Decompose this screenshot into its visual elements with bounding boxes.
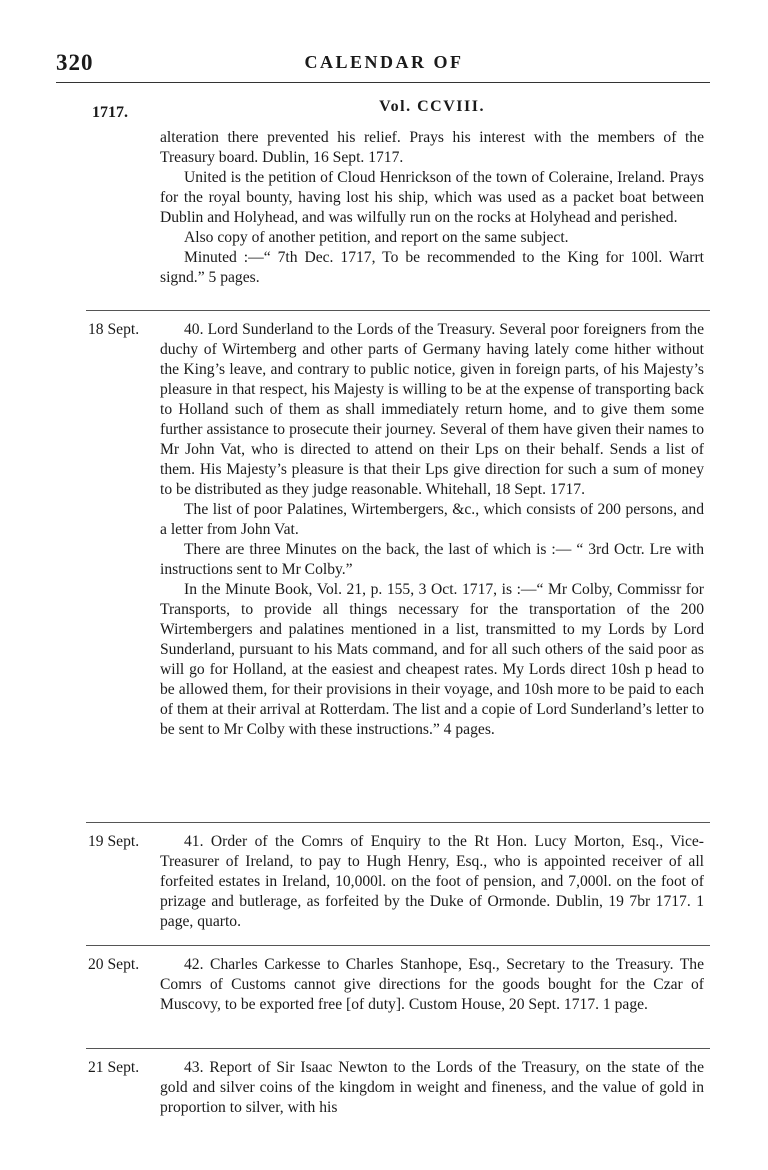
entry-date: 20 Sept. [88,956,140,973]
entry-40 [160,320,704,740]
entry-paragraph: In the Minute Book, Vol. 21, p. 155, 3 Oct. 1717, is :—“ Mr Colby, Commissr for Transports, to provide all things necessary for the transportation of the 200 Wirtembergers and palatines mentioned in a list, transmitted to my Lords by Lord Sunderland, pursuant to his Mats command, and for all such others of the said poor as will go for Holland, at the easiest and cheapest rates. My Lords direct 10sh p head to be allowed them, for their provisions in their voyage, and 10sh more to be paid to each of them at their arrival at Rotterdam. The list and a copie of Lord Sunderland’s letter to be sent to Mr Colby with these instructions.” 4 pages. [160,581,704,738]
entry-paragraph: The list of poor Palatines, Wirtembergers, &c., which consists of 200 persons, and a letter from John Vat. [160,501,704,538]
header-rule [56,82,710,83]
entry-separator [86,822,710,823]
page-number: 320 [56,50,94,75]
entry-separator [86,945,710,946]
volume-heading: Vol. CCVIII. [379,98,485,115]
entry-paragraph: 43. Report of Sir Isaac Newton to the Lords of the Treasury, on the state of the gold and silver coins of the kingdom in weight and fineness, and the value of gold in proportion to silver, with his [160,1059,704,1116]
entry-separator [86,1048,710,1049]
continued-paragraph: Also copy of another petition, and report on the same subject. [184,229,569,246]
page-header [0,50,768,84]
entry-date: 19 Sept. [88,833,140,850]
minuted-note: Minuted :—“ 7th Dec. 1717, To be recommended to the King for 100l. Warrt signd.” 5 pages. [160,249,704,286]
entry-date: 18 Sept. [88,321,140,338]
entry-paragraph: 41. Order of the Comrs of Enquiry to the Rt Hon. Lucy Morton, Esq., Vice-Treasurer of Ireland, to pay to Hugh Henry, Esq., who is appointed receiver of all forfeited estates in Ireland, 10,000l. on the foot of pension, and 7,000l. on the foot of prizage and butlerage, as forfeited by the Duke of Ormonde. Dublin, 19 7br 1717. 1 page, quarto. [160,833,704,930]
entry-42 [160,955,704,1015]
entry-paragraph: 40. Lord Sunderland to the Lords of the Treasury. Several poor foreigners from the duchy of Wirtemberg and other parts of Germany having lately come hither without the King’s leave, and contrary to public notice, given in foreign parts, of his Majesty’s pleasure in that respect, his Majesty is willing to be at the expense of transporting back to Holland such of them as shall immediately return home, and to give them some further assistance to prosecute their journey. Several of them have given their names to Mr John Vat, who is directed to attend on their Lps on their behalf. Sends a list of them. His Majesty’s pleasure is that their Lps give direction for such a sum of money to be distributed as they judge reasonable. Whitehall, 18 Sept. 1717. [160,321,704,498]
entry-date: 21 Sept. [88,1059,140,1076]
continued-paragraph: alteration there prevented his relief. Prays his interest with the members of the Treasury board. Dublin, 16 Sept. 1717. [160,129,704,166]
entry-41 [160,832,704,932]
year-label: 1717. [92,104,128,121]
entry-paragraph: 42. Charles Carkesse to Charles Stanhope, Esq., Secretary to the Treasury. The Comrs of Customs cannot give directions for the goods bought for the Czar of Muscovy, to be exported free [of duty]. Custom House, 20 Sept. 1717. 1 page. [160,956,704,1013]
continued-paragraph: United is the petition of Cloud Henrickson of the town of Coleraine, Ireland. Prays for the royal bounty, having lost his ship, which was used as a packet boat between Dublin and Holyhead, and was wilfully run on the rocks at Holyhead and perished. [160,169,704,226]
continued-entry [160,128,704,288]
entry-separator [86,310,710,311]
running-title: CALENDAR OF [304,52,464,72]
entry-43 [160,1058,704,1118]
entry-paragraph: There are three Minutes on the back, the last of which is :— “ 3rd Octr. Lre with instructions sent to Mr Colby.” [160,541,704,578]
